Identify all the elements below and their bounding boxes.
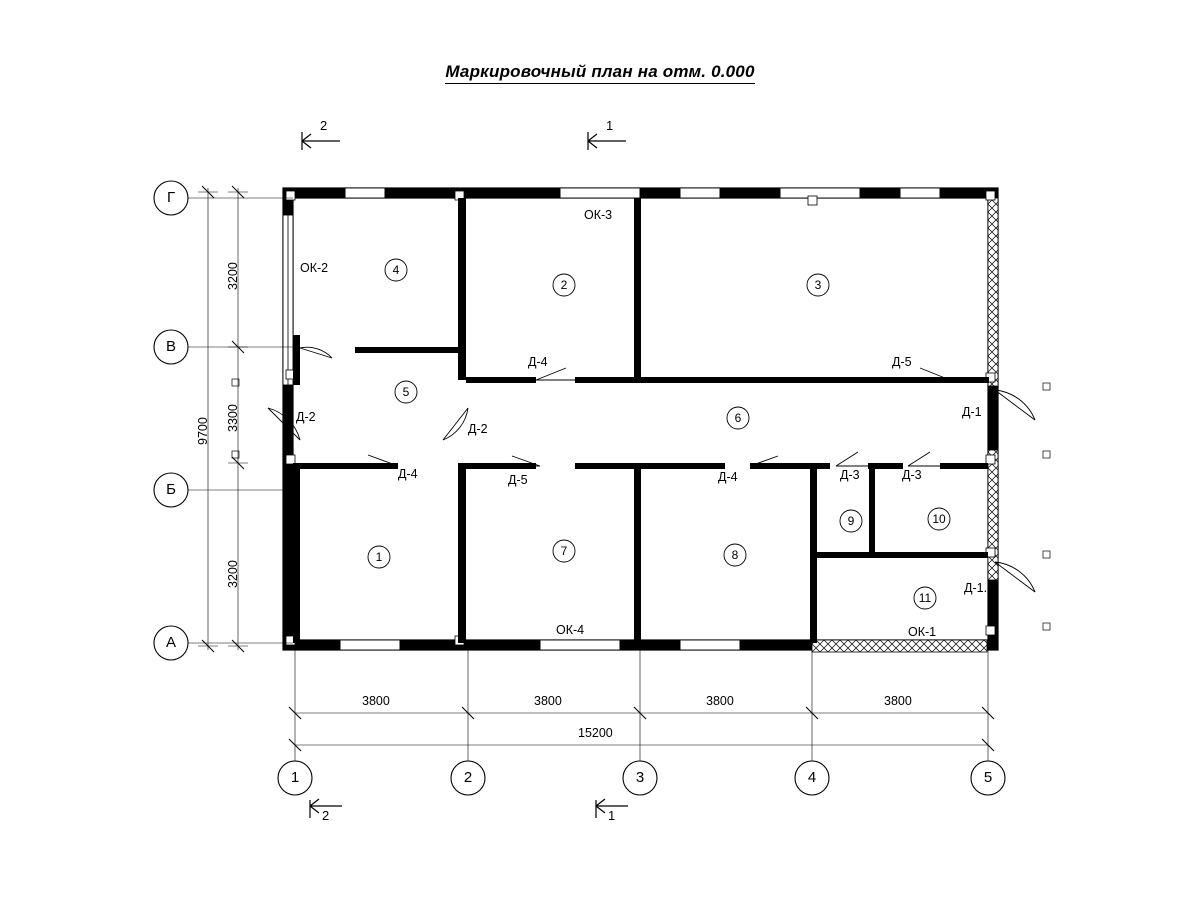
window-label-ok1: ОК-1 — [908, 625, 937, 639]
dim-vertical-9700: 9700 — [196, 417, 210, 445]
window-label-ok2: ОК-2 — [300, 261, 329, 275]
axis-label-b: Б — [166, 481, 176, 498]
window-label-ok4: ОК-4 — [556, 623, 585, 637]
room-number-11: 11 — [918, 591, 932, 605]
door-label-d11: Д-1.1 — [964, 581, 995, 595]
door-label-d2-mid: Д-2 — [468, 422, 488, 436]
room-number-10: 10 — [932, 512, 946, 526]
dim-horizontal-3800-1: 3800 — [362, 694, 390, 708]
axis-label-2: 2 — [463, 769, 473, 786]
section-mark-2-top: 2 — [320, 118, 328, 133]
room-number-2: 2 — [560, 278, 568, 292]
axis-label-g: Г — [166, 189, 176, 206]
room-number-8: 8 — [731, 548, 739, 562]
door-label-d5-top: Д-5 — [892, 355, 912, 369]
room-number-3: 3 — [814, 278, 822, 292]
room-number-1: 1 — [375, 550, 383, 564]
section-mark-1-top: 1 — [606, 118, 614, 133]
dim-overall-15200: 15200 — [578, 726, 613, 740]
door-label-d3-b: Д-3 — [902, 468, 922, 482]
axis-label-a: А — [165, 634, 176, 651]
door-label-d2-left: Д-2 — [296, 410, 316, 424]
window-label-ok3: ОК-3 — [584, 208, 613, 222]
dim-horizontal-3800-2: 3800 — [534, 694, 562, 708]
dim-vertical-3300: 3300 — [226, 404, 240, 432]
door-label-d5-mid: Д-5 — [508, 473, 528, 487]
dim-horizontal-3800-4: 3800 — [884, 694, 912, 708]
page-title-text: Маркировочный план на отм. 0.000 — [445, 62, 754, 84]
axis-label-5: 5 — [983, 769, 993, 786]
section-mark-1-bottom: 1 — [608, 808, 616, 823]
room-number-6: 6 — [734, 411, 742, 425]
room-number-5: 5 — [402, 385, 410, 399]
room-number-4: 4 — [392, 263, 400, 277]
axis-label-1: 1 — [290, 769, 300, 786]
axis-label-4: 4 — [807, 769, 817, 786]
door-label-d4-left: Д-4 — [398, 467, 418, 481]
dim-vertical-3200-top: 3200 — [226, 262, 240, 290]
axis-label-3: 3 — [635, 769, 645, 786]
door-label-d4-mid: Д-4 — [718, 470, 738, 484]
room-number-7: 7 — [560, 544, 568, 558]
room-number-9: 9 — [847, 514, 855, 528]
dim-horizontal-3800-3: 3800 — [706, 694, 734, 708]
door-label-d4-top: Д-4 — [528, 355, 548, 369]
axis-label-v: В — [165, 338, 176, 355]
section-mark-2-bottom: 2 — [322, 808, 330, 823]
door-label-d3-a: Д-3 — [840, 468, 860, 482]
dim-vertical-3200-bottom: 3200 — [226, 560, 240, 588]
door-label-d1: Д-1 — [962, 405, 982, 419]
